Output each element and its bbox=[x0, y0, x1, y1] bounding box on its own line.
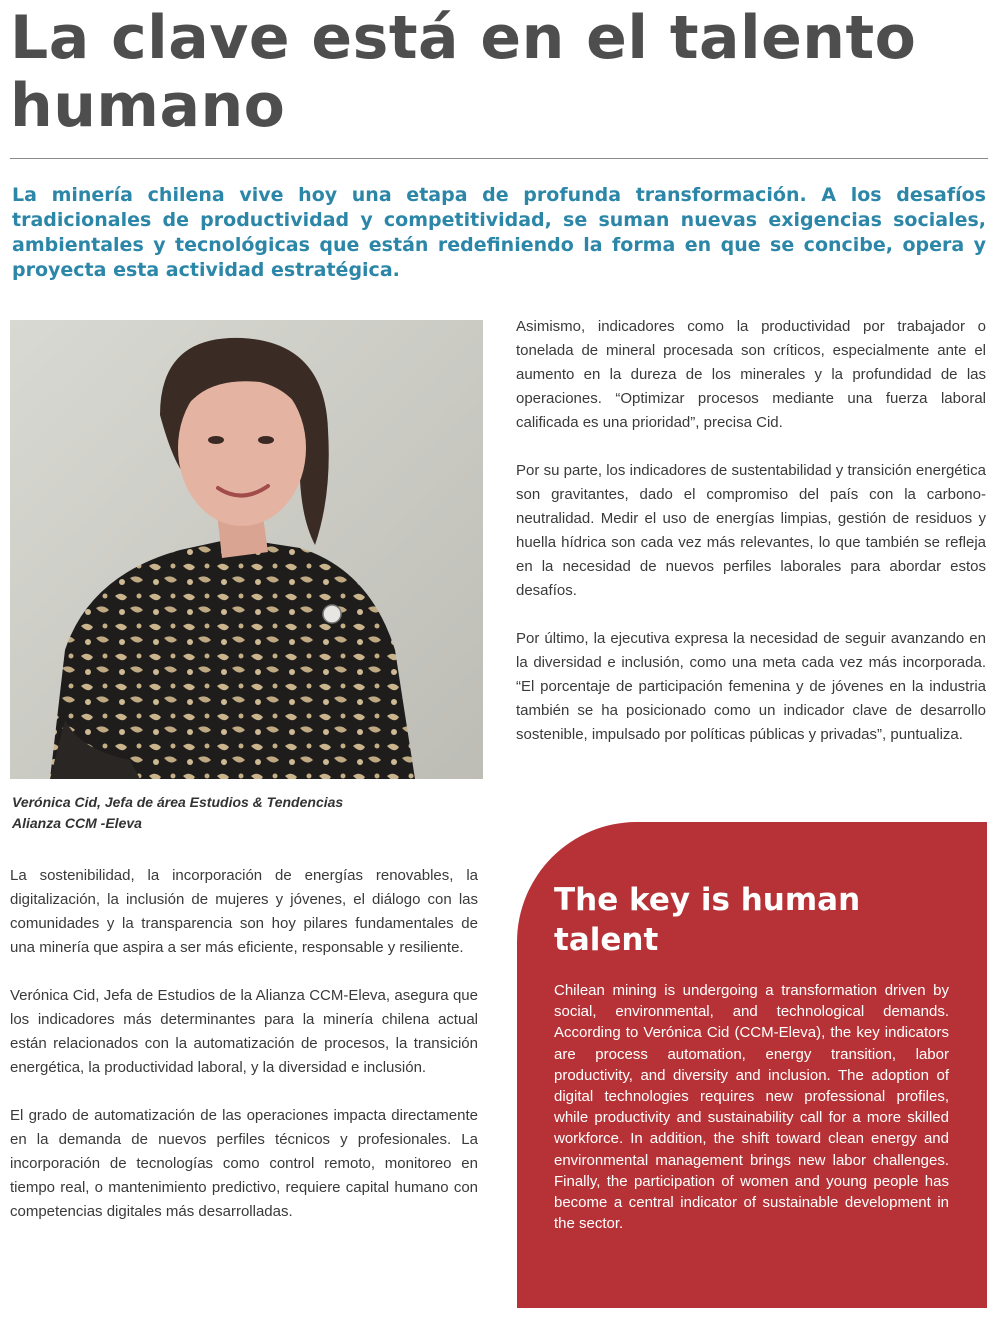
portrait-illustration bbox=[10, 320, 483, 779]
summary-body: Chilean mining is undergoing a transformation driven by social, environmental, and technological demands. According to Verónica Cid (CCM-Eleva), the key indicators are process automation, energy transition, labor productivity, and diversity and inclusion. The adoption of digital technologies requires new professional profiles, while productivity and sustainability call for a more skilled workforce. In addition, the shift toward clean energy and environmental management brings new labor challenges. Finally, the participation of women and young people has become a central indicator of sustainable development in the sector. bbox=[554, 982, 949, 1233]
summary-title: The key is human talent bbox=[554, 882, 861, 958]
right-column bbox=[516, 315, 986, 771]
paragraph: Asimismo, indicadores como la productividad por trabajador o tonelada de mineral procesada son críticos, especialmente ante el aumento en la dureza de los minerales y la profundidad de las operaciones. “Optimizar procesos mediante una fuerza laboral calificada es una prioridad”, precisa Cid. bbox=[516, 318, 986, 431]
article-title: La clave está en el talento humano bbox=[10, 3, 917, 141]
paragraph: Verónica Cid, Jefa de Estudios de la Alianza CCM-Eleva, asegura que los indicadores más determinantes para la minería chilena actual están relacionados con la automatización de procesos, la transición energética, la productividad laboral, y la diversidad e inclusión. bbox=[10, 987, 478, 1076]
caption-org-line: Alianza CCM -Eleva bbox=[12, 815, 142, 831]
english-summary-box bbox=[517, 822, 987, 1308]
title-divider bbox=[10, 158, 988, 159]
paragraph: El grado de automatización de las operaciones impacta directamente en la demanda de nuevos perfiles técnicos y profesionales. La incorporación de tecnologías como control remoto, monitoreo en tiempo real, o mantenimiento predictivo, requiere capital humano con competencias digitales más desarrolladas. bbox=[10, 1107, 478, 1220]
portrait-photo bbox=[10, 320, 483, 779]
article-lead: La minería chilena vive hoy una etapa de profunda transformación. A los desafíos tradicionales de productividad y competitividad, se suman nuevas exigencias sociales, ambientales y tecnológicas que están redefiniendo la forma en que se concibe, opera y proyecta esta actividad estratégica. bbox=[12, 184, 986, 281]
paragraph: La sostenibilidad, la incorporación de energías renovables, la digitalización, la inclusión de mujeres y jóvenes, el diálogo con las comunidades y la transparencia son hoy pilares fundamentales de una minería que aspira a ser más eficiente, responsable y resiliente. bbox=[10, 867, 478, 956]
paragraph: Por último, la ejecutiva expresa la necesidad de seguir avanzando en la diversidad e inclusión, como una meta cada vez más incorporada. “El porcentaje de participación femenina y de jóvenes en la industria también se ha posicionado como un indicador clave de desarrollo sostenible, impulsado por políticas públicas y privadas”, puntualiza. bbox=[516, 630, 986, 743]
paragraph: Por su parte, los indicadores de sustentabilidad y transición energética son gravitantes, dado el compromiso del país con la carbono-neutralidad. Medir el uso de energías limpias, gestión de residuos y huella hídrica son cada vez más relevantes, lo que también se refleja en la necesidad de nuevos perfiles laborales para abordar estos desafíos. bbox=[516, 462, 986, 599]
photo-caption bbox=[12, 792, 482, 834]
left-column bbox=[10, 864, 478, 1248]
caption-name-line: Verónica Cid, Jefa de área Estudios & Tendencias bbox=[12, 794, 344, 810]
